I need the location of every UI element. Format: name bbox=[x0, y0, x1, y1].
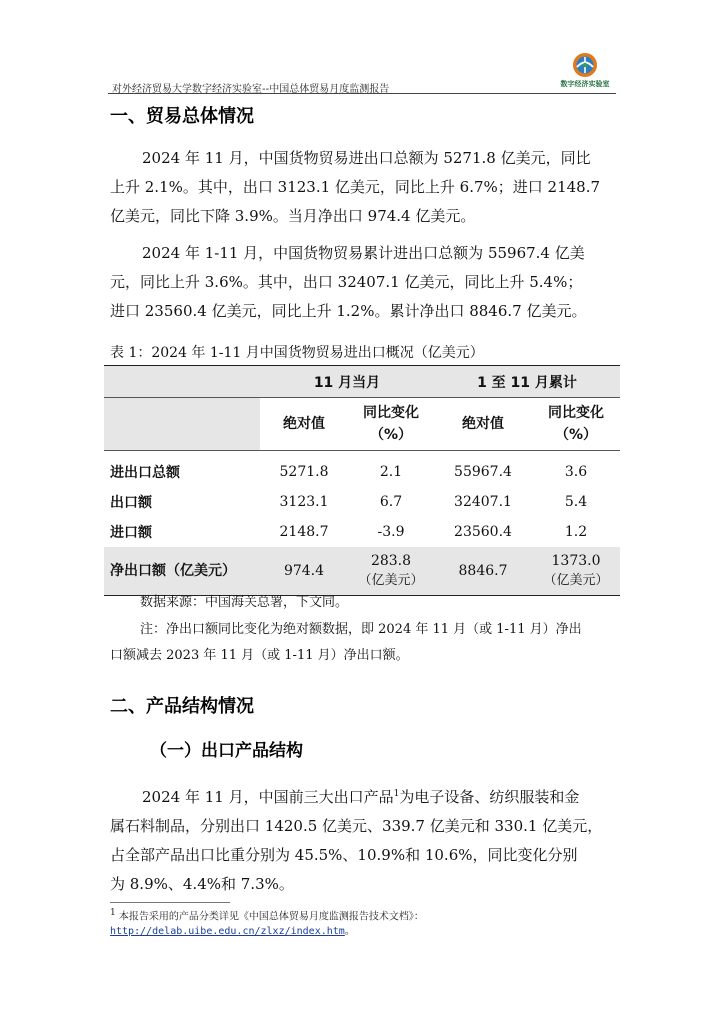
text-line: 为 8.9%、4.4%和 7.3%。 bbox=[110, 875, 294, 893]
note-line: 注：净出口额同比变化为绝对额数据，即 2024 年 11 月（或 1-11 月）净出 bbox=[140, 622, 582, 637]
section1-heading: 一、贸易总体情况 bbox=[110, 106, 254, 127]
cell-month-abs: 974.4 bbox=[260, 547, 348, 596]
footnote-link[interactable]: http://delab.uibe.edu.cn/zlxz/index.htm bbox=[110, 926, 345, 938]
text-line: 元，同比上升 3.6%。其中，出口 32407.1 亿美元，同比上升 5.4%； bbox=[110, 273, 583, 291]
section2-subheading: （一）出口产品结构 bbox=[150, 741, 303, 761]
section1-paragraph-1 bbox=[110, 144, 618, 231]
table-row-net-exports bbox=[104, 547, 620, 596]
text-line: 2024 年 11 月，中国货物贸易进出口总额为 5271.8 亿美元，同比 bbox=[142, 149, 591, 167]
cell-unit: （亿美元） bbox=[543, 573, 609, 588]
text-line bbox=[110, 780, 618, 812]
group-header-month: 11 月当月 bbox=[260, 366, 434, 398]
cell-cum-yoy: 1.2 bbox=[564, 524, 588, 540]
row-label: 进出口总额 bbox=[110, 465, 180, 481]
text-segment: 为电子设备、纺织服装和金 bbox=[399, 788, 580, 806]
section1-paragraph-2 bbox=[110, 239, 618, 326]
footnote-ref[interactable]: 1 bbox=[393, 789, 400, 799]
table-source bbox=[110, 590, 618, 616]
footnote-text: 本报告采用的产品分类详见《中国总体贸易月度监测报告技术文档》： bbox=[118, 911, 424, 923]
text-line: 上升 2.1%。其中，出口 3123.1 亿美元，同比上升 6.7%；进口 2148.7 bbox=[110, 178, 601, 196]
text-line: 占全部产品出口比重分别为 45.5%、10.9%和 10.6%，同比变化分别 bbox=[110, 846, 578, 864]
text-line: 2024 年 1-11 月，中国货物贸易累计进出口总额为 55967.4 亿美 bbox=[142, 244, 585, 262]
col-header-yoy-unit: （%） bbox=[554, 427, 598, 443]
table-row bbox=[104, 451, 620, 488]
text-segment: 2024 年 11 月，中国前三大出口产品 bbox=[142, 788, 394, 806]
cell-value: 1373.0 bbox=[551, 553, 601, 569]
header-rule bbox=[108, 93, 616, 94]
table-subheader-row bbox=[104, 398, 620, 451]
lab-logo-icon bbox=[572, 52, 598, 78]
col-header-abs: 绝对值 bbox=[434, 398, 532, 451]
table-row bbox=[104, 517, 620, 547]
cell-month-abs: 5271.8 bbox=[279, 464, 329, 480]
cell-unit: （亿美元） bbox=[358, 573, 424, 588]
table-note bbox=[110, 617, 618, 669]
row-label: 出口额 bbox=[110, 495, 152, 511]
cell-cum-yoy bbox=[532, 547, 620, 596]
row-label: 进口额 bbox=[110, 525, 152, 541]
col-header-yoy bbox=[348, 398, 434, 451]
col-header-yoy-label: 同比变化 bbox=[548, 405, 604, 421]
footnote-mark: 1 bbox=[110, 908, 116, 918]
cell-month-yoy: 6.7 bbox=[379, 494, 403, 510]
cell-month-yoy: -3.9 bbox=[377, 524, 405, 540]
table-corner-cell bbox=[104, 398, 260, 451]
footnote-line bbox=[110, 924, 424, 939]
text-line: 进口 23560.4 亿美元，同比上升 1.2%。累计净出口 8846.7 亿美元。 bbox=[110, 302, 587, 320]
col-header-yoy-label: 同比变化 bbox=[363, 405, 419, 421]
cell-cum-abs: 32407.1 bbox=[454, 494, 512, 510]
text-line: 亿美元，同比下降 3.9%。当月净出口 974.4 亿美元。 bbox=[110, 207, 476, 225]
cell-month-abs: 2148.7 bbox=[279, 524, 329, 540]
lab-logo bbox=[556, 52, 614, 90]
page-header bbox=[108, 50, 616, 94]
cell-cum-abs: 23560.4 bbox=[454, 524, 512, 540]
col-header-yoy-unit: （%） bbox=[369, 427, 413, 443]
table-corner-cell bbox=[104, 366, 260, 398]
running-title: 对外经济贸易大学数字经济实验室--中国总体贸易月度监测报告 bbox=[112, 84, 390, 95]
col-header-yoy bbox=[532, 398, 620, 451]
logo-text: 数字经济实验室 bbox=[560, 80, 610, 88]
table-caption: 表 1：2024 年 1-11 月中国货物贸易进出口概况（亿美元） bbox=[110, 345, 484, 361]
cell-cum-abs: 8846.7 bbox=[434, 547, 532, 596]
footnote-rule bbox=[110, 902, 230, 903]
row-label: 净出口额（亿美元） bbox=[104, 547, 260, 596]
cell-month-yoy bbox=[348, 547, 434, 596]
footnote-link-suffix: 。 bbox=[344, 926, 355, 938]
cell-month-abs: 3123.1 bbox=[279, 494, 329, 510]
cell-cum-yoy: 3.6 bbox=[564, 464, 588, 480]
cell-value: 283.8 bbox=[370, 553, 412, 569]
cell-month-yoy: 2.1 bbox=[379, 464, 403, 480]
footnote bbox=[110, 906, 424, 939]
trade-overview-table bbox=[104, 365, 620, 596]
text-line: 属石料制品，分别出口 1420.5 亿美元、339.7 亿美元和 330.1 亿美元， bbox=[110, 817, 603, 835]
col-header-abs: 绝对值 bbox=[260, 398, 348, 451]
cell-cum-abs: 55967.4 bbox=[454, 464, 512, 480]
group-header-cumulative: 1 至 11 月累计 bbox=[434, 366, 620, 398]
section2-heading: 二、产品结构情况 bbox=[110, 696, 254, 717]
section2-paragraph bbox=[110, 780, 618, 899]
note-line: 口额减去 2023 年 11 月（或 1-11 月）净出口额。 bbox=[110, 648, 409, 663]
footnote-line bbox=[110, 906, 424, 924]
table-header-row bbox=[104, 366, 620, 398]
table-row bbox=[104, 487, 620, 517]
cell-cum-yoy: 5.4 bbox=[564, 494, 588, 510]
source-line: 数据来源：中国海关总署，下文同。 bbox=[140, 595, 349, 610]
